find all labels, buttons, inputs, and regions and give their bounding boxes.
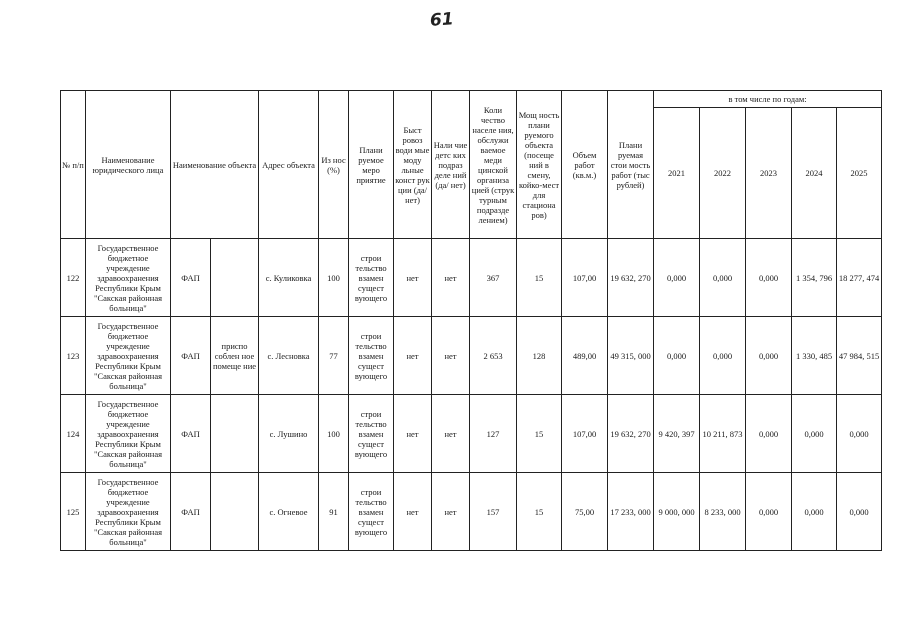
cell-2024: 1 354, 796 (792, 239, 837, 317)
cell-prefab: нет (394, 317, 432, 395)
header-by-years: в том числе по годам: (654, 91, 882, 108)
cell-2024: 0,000 (792, 473, 837, 551)
cell-object-note (211, 395, 259, 473)
cell-legal-name: Государственное бюджетное учреждение здравоохранения Республики Крым "Сакская районная больница" (86, 473, 171, 551)
cell-num: 123 (61, 317, 86, 395)
cell-population: 2 653 (470, 317, 517, 395)
cell-children: нет (432, 239, 470, 317)
cell-wear: 77 (319, 317, 349, 395)
cell-2023: 0,000 (746, 239, 792, 317)
cell-address: с. Лесновка (259, 317, 319, 395)
cell-object-note (211, 239, 259, 317)
header-planned-measure: Плани руемое меро приятие (349, 91, 394, 239)
cell-2023: 0,000 (746, 317, 792, 395)
table-row (61, 317, 882, 395)
cell-capacity: 15 (517, 239, 562, 317)
header-year-2023: 2023 (746, 108, 792, 239)
cell-num: 122 (61, 239, 86, 317)
cell-num: 125 (61, 473, 86, 551)
cell-prefab: нет (394, 473, 432, 551)
cell-volume: 75,00 (562, 473, 608, 551)
header-address: Адрес объекта (259, 91, 319, 239)
cell-capacity: 15 (517, 395, 562, 473)
cell-2022: 0,000 (700, 317, 746, 395)
cell-2025: 47 984, 515 (837, 317, 882, 395)
cell-object-type: ФАП (171, 317, 211, 395)
page-number: 61 (429, 9, 455, 31)
cell-2021: 9 000, 000 (654, 473, 700, 551)
header-cost: Плани руемая стои мость работ (тыс рублей) (608, 91, 654, 239)
cell-cost: 19 632, 270 (608, 239, 654, 317)
cell-2023: 0,000 (746, 473, 792, 551)
cell-2025: 0,000 (837, 395, 882, 473)
cell-cost: 17 233, 000 (608, 473, 654, 551)
cell-population: 157 (470, 473, 517, 551)
cell-2025: 18 277, 474 (837, 239, 882, 317)
header-capacity: Мощ ность плани руемого объекта (посеще ний в смену, койко-мест для стациона ров) (517, 91, 562, 239)
cell-wear: 100 (319, 395, 349, 473)
cell-children: нет (432, 395, 470, 473)
cell-population: 367 (470, 239, 517, 317)
header-year-2022: 2022 (700, 108, 746, 239)
header-legal-name: Наименование юридического лица (86, 91, 171, 239)
header-volume: Объем работ (кв.м.) (562, 91, 608, 239)
cell-2024: 0,000 (792, 395, 837, 473)
cell-object-note: приспо соблен ное помеще ние (211, 317, 259, 395)
cell-volume: 489,00 (562, 317, 608, 395)
cell-prefab: нет (394, 239, 432, 317)
cell-address: с. Куликовка (259, 239, 319, 317)
cell-2022: 10 211, 873 (700, 395, 746, 473)
cell-legal-name: Государственное бюджетное учреждение здравоохранения Республики Крым "Сакская районная больница" (86, 317, 171, 395)
cell-measure: строи тельство взамен сущест вующего (349, 317, 394, 395)
cell-legal-name: Государственное бюджетное учреждение здравоохранения Республики Крым "Сакская районная больница" (86, 395, 171, 473)
header-row-1 (61, 91, 882, 108)
cell-address: с. Огневое (259, 473, 319, 551)
table-row (61, 239, 882, 317)
cell-children: нет (432, 473, 470, 551)
cell-object-note (211, 473, 259, 551)
cell-prefab: нет (394, 395, 432, 473)
cell-capacity: 15 (517, 473, 562, 551)
cell-2021: 0,000 (654, 239, 700, 317)
cell-wear: 91 (319, 473, 349, 551)
header-prefab: Быст ровоз води мые моду льные конст рук ции (да/ нет) (394, 91, 432, 239)
cell-population: 127 (470, 395, 517, 473)
cell-cost: 19 632, 270 (608, 395, 654, 473)
header-year-2021: 2021 (654, 108, 700, 239)
cell-measure: строи тельство взамен сущест вующего (349, 239, 394, 317)
cell-volume: 107,00 (562, 239, 608, 317)
cell-2025: 0,000 (837, 473, 882, 551)
cell-2021: 9 420, 397 (654, 395, 700, 473)
cell-2022: 8 233, 000 (700, 473, 746, 551)
cell-num: 124 (61, 395, 86, 473)
cell-wear: 100 (319, 239, 349, 317)
table-row (61, 395, 882, 473)
cell-cost: 49 315, 000 (608, 317, 654, 395)
cell-volume: 107,00 (562, 395, 608, 473)
header-object-name: Наименование объекта (171, 91, 259, 239)
cell-2024: 1 330, 485 (792, 317, 837, 395)
cell-measure: строи тельство взамен сущест вующего (349, 395, 394, 473)
cell-children: нет (432, 317, 470, 395)
cell-2022: 0,000 (700, 239, 746, 317)
header-children: Нали чие детс ких подраз деле ний (да/ нет) (432, 91, 470, 239)
cell-measure: строи тельство взамен сущест вующего (349, 473, 394, 551)
header-population: Коли чество населе ния, обслужи ваемое меди цинской организа цией (струк турным подразде лением) (470, 91, 517, 239)
cell-2023: 0,000 (746, 395, 792, 473)
header-num: № п/п (61, 91, 86, 239)
table-row (61, 473, 882, 551)
cell-object-type: ФАП (171, 239, 211, 317)
cell-2021: 0,000 (654, 317, 700, 395)
header-year-2024: 2024 (792, 108, 837, 239)
cell-legal-name: Государственное бюджетное учреждение здравоохранения Республики Крым "Сакская районная больница" (86, 239, 171, 317)
cell-capacity: 128 (517, 317, 562, 395)
cell-object-type: ФАП (171, 473, 211, 551)
cell-address: с. Лушино (259, 395, 319, 473)
cell-object-type: ФАП (171, 395, 211, 473)
objects-table (60, 90, 882, 551)
header-year-2025: 2025 (837, 108, 882, 239)
header-wear: Из нос (%) (319, 91, 349, 239)
